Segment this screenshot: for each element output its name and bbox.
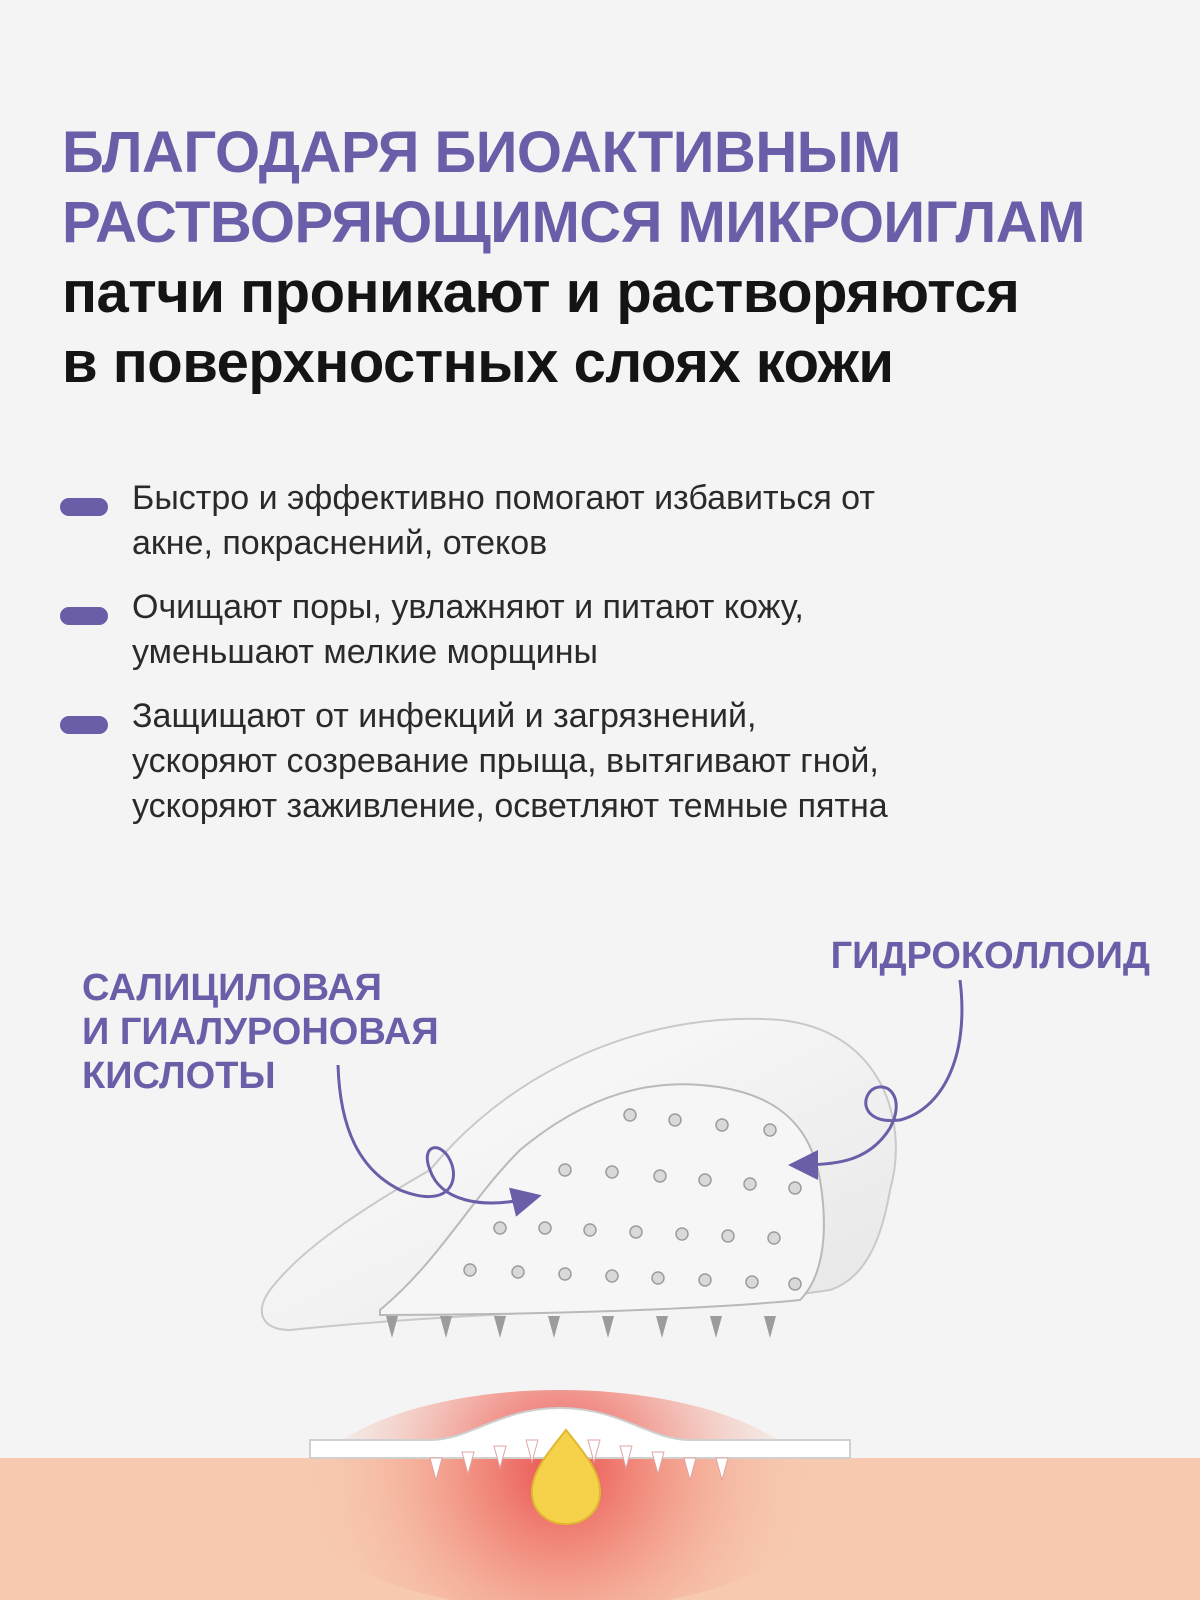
headline-accent-line-1: БЛАГОДАРЯ БИОАКТИВНЫМ — [62, 120, 901, 185]
benefit-list — [60, 476, 1120, 848]
benefit-text: Защищают от инфекций и загрязнений, ускоряют созревание прыща, вытягивают гной, ускоряют заживление, осветляют темные пятна — [132, 697, 888, 825]
headline-dark-line-2: в поверхностных слоях кожи — [62, 330, 894, 395]
label-acids: САЛИЦИЛОВАЯ И ГИАЛУРОНОВАЯ КИСЛОТЫ — [82, 967, 439, 1097]
label-hydrocolloid: ГИДРОКОЛЛОИД — [830, 935, 1150, 977]
benefit-text: Очищают поры, увлажняют и питают кожу, уменьшают мелкие морщины — [132, 588, 804, 671]
microneedle-spikes — [386, 1316, 776, 1338]
benefit-item — [60, 476, 1120, 566]
patch-illustration — [0, 860, 1200, 1600]
benefit-item — [60, 585, 1120, 675]
bullet-pill-icon — [60, 607, 108, 625]
benefit-item — [60, 694, 1120, 829]
headline-accent-line-2: РАСТВОРЯЮЩИМСЯ МИКРОИГЛАМ — [62, 190, 1085, 255]
bullet-pill-icon — [60, 498, 108, 516]
benefit-text: Быстро и эффективно помогают избавиться от акне, покраснений, отеков — [132, 479, 875, 562]
headline — [62, 118, 1162, 398]
headline-dark-line-1: патчи проникают и растворяются — [62, 260, 1020, 325]
bullet-pill-icon — [60, 716, 108, 734]
